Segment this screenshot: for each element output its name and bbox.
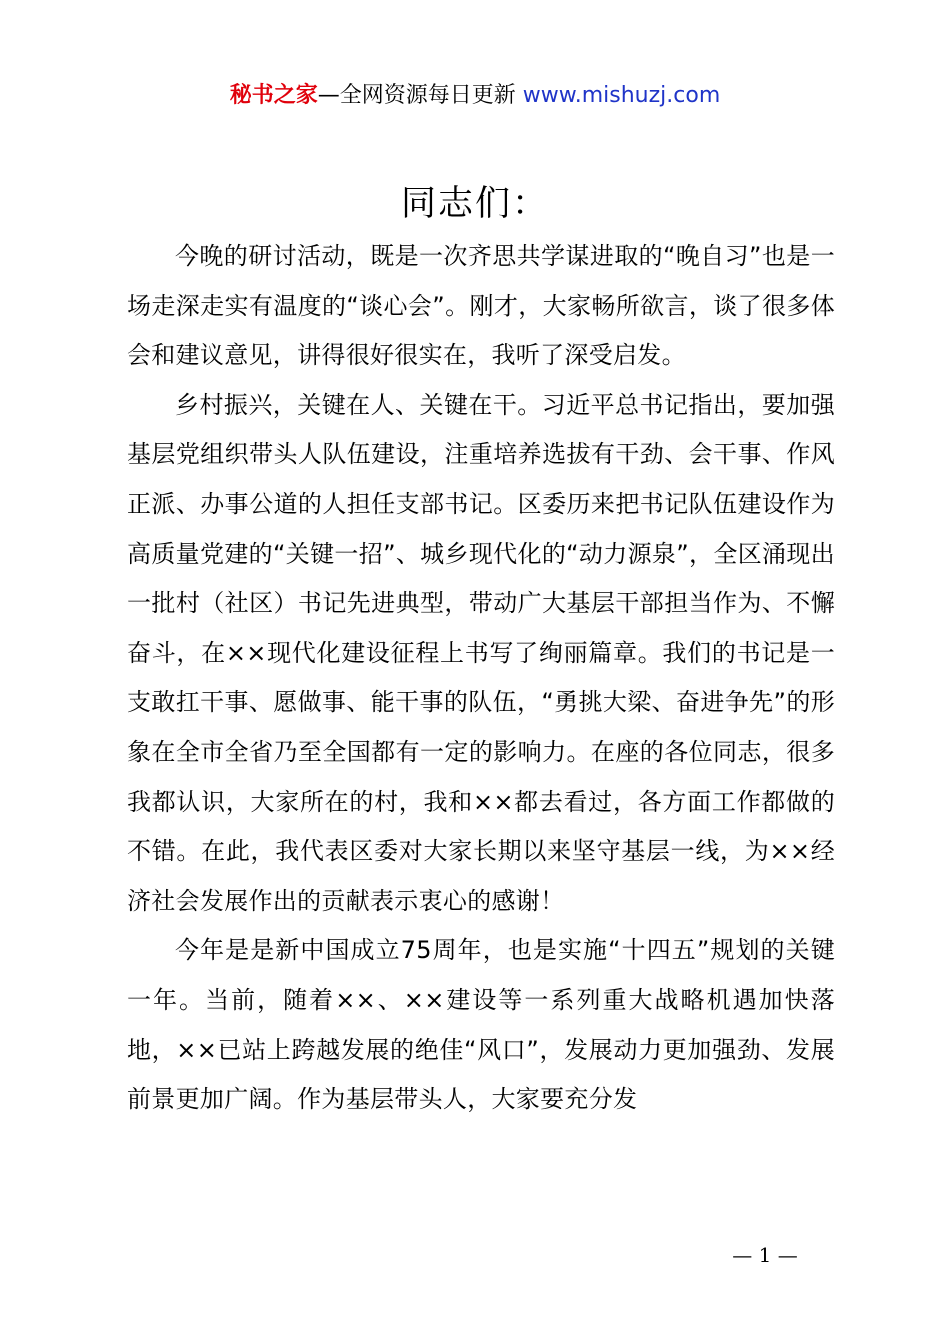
paragraph: 乡村振兴，关键在人、关键在干。习近平总书记指出，要加强基层党组织带头人队伍建设，注重培养选拔有干劲、会干事、作风正派、办事公道的人担任支部书记。区委历来把书记队伍建设作为高质量党建的“关键一招”、城乡现代化的“动力源泉”，全区涌现出一批村（社区）书记先进典型，带动广大基层干部担当作为、不懈奋斗，在××现代化建设征程上书写了绚丽篇章。我们的书记是一支敢扛干事、愿做事、能干事的队伍，“勇挑大梁、奋进争先”的形象在全市全省乃至全国都有一定的影响力。在座的各位同志，很多我都认识，大家所在的村，我和××都去看过，各方面工作都做的不错。在此，我代表区委对大家长期以来坚守基层一线，为××经济社会发展作出的贡献表示衷心的感谢！ [127, 390, 835, 915]
page-number: — 1 — [732, 1243, 798, 1267]
website-link[interactable]: www.mishuzj.com [522, 83, 721, 108]
site-header [0, 80, 950, 112]
document-body [127, 232, 835, 1125]
document-title: 同志们： [400, 184, 549, 224]
brand-name: 秘书之家 [229, 83, 318, 108]
paragraph: 今年是是新中国成立75周年，也是实施“十四五”规划的关键一年。当前，随着××、××建设等一系列重大战略机遇加快落地，××已站上跨越发展的绝佳“风口”，发展动力更加强劲、发展前景更加广阔。作为基层带头人，大家要充分发 [127, 936, 835, 1114]
paragraph: 今晚的研讨活动，既是一次齐思共学谋进取的“晚自习”也是一场走深走实有温度的“谈心会”。刚才，大家畅所欲言，谈了很多体会和建议意见，讲得很好很实在，我听了深受启发。 [127, 242, 835, 370]
header-tagline: —全网资源每日更新 [317, 83, 523, 108]
